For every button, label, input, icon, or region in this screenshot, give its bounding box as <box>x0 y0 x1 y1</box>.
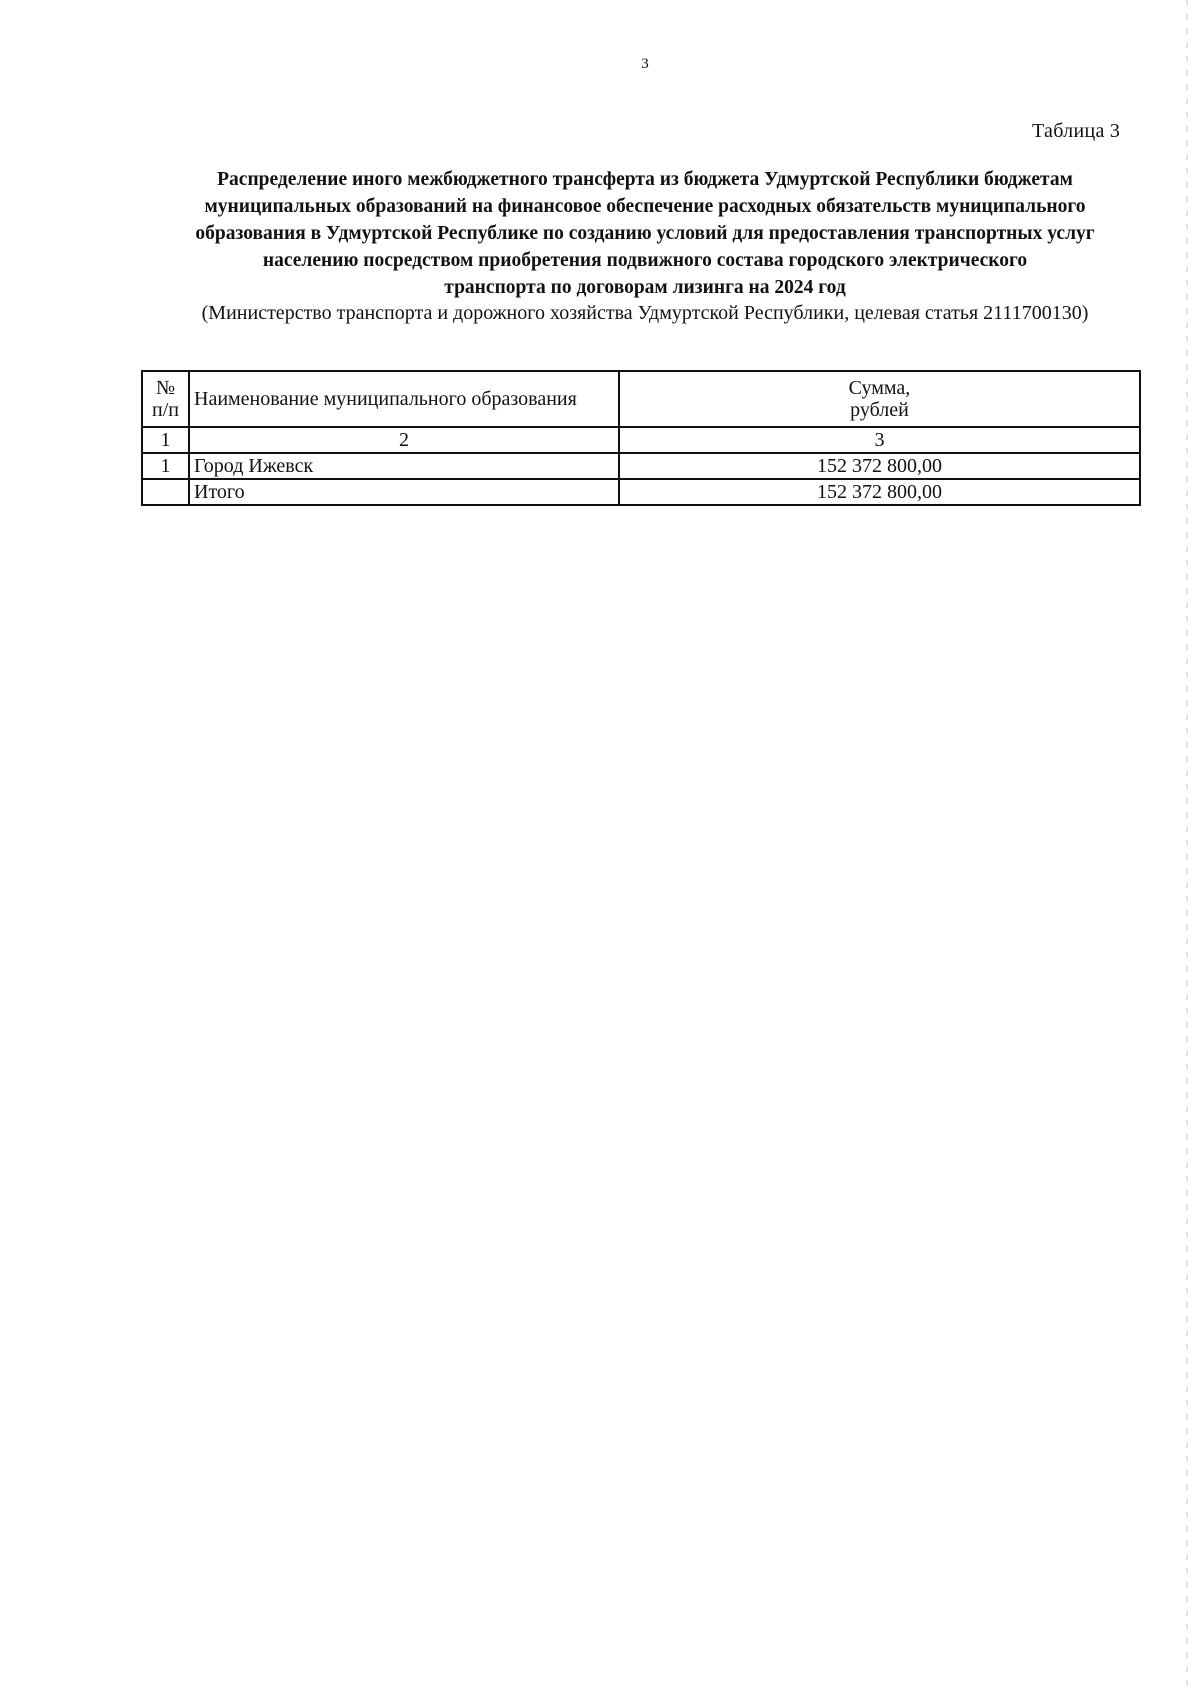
header-number-symbol: № <box>155 377 176 399</box>
table-label: Таблица 3 <box>1032 120 1121 142</box>
page-number: 3 <box>641 56 649 72</box>
document-subtitle: (Министерство транспорта и дорожного хозяйства Удмуртской Республики, целевая статья 2111700130) <box>201 302 1089 324</box>
table-row <box>142 453 1140 479</box>
header-sum-label: Сумма, <box>848 377 911 399</box>
row-sum-cell: 152 372 800,00 <box>619 453 1140 479</box>
header-sum-cell <box>619 371 1140 427</box>
table-total-row <box>142 479 1140 505</box>
index-cell: 3 <box>619 427 1140 453</box>
header-number-cell <box>142 371 189 427</box>
index-cell: 2 <box>189 427 619 453</box>
title-line: муниципальных образований на финансовое обеспечение расходных обязательств муниципального <box>204 196 1086 217</box>
total-name-cell: Итого <box>189 479 619 505</box>
table-header-row <box>142 371 1140 427</box>
header-name-cell: Наименование муниципального образования <box>189 371 619 427</box>
title-line: населению посредством приобретения подвижного состава городского электрического <box>262 250 1028 271</box>
title-line: Распределение иного межбюджетного трансферта из бюджета Удмуртской Республики бюджетам <box>217 169 1073 190</box>
distribution-table <box>141 370 1141 506</box>
table-index-row <box>142 427 1140 453</box>
title-line: транспорта по договорам лизинга на 2024 год <box>444 277 846 298</box>
total-sum-cell: 152 372 800,00 <box>619 479 1140 505</box>
scan-edge-artifact <box>1186 0 1188 1686</box>
header-sum-unit: рублей <box>850 399 909 421</box>
document-title <box>140 166 1150 301</box>
title-line: образования в Удмуртской Республике по созданию условий для предоставления транспортных услуг <box>195 223 1095 244</box>
row-number-cell: 1 <box>142 453 189 479</box>
header-number-label: п/п <box>152 399 179 421</box>
total-number-cell <box>142 479 189 505</box>
row-name-cell: Город Ижевск <box>189 453 619 479</box>
index-cell: 1 <box>142 427 189 453</box>
